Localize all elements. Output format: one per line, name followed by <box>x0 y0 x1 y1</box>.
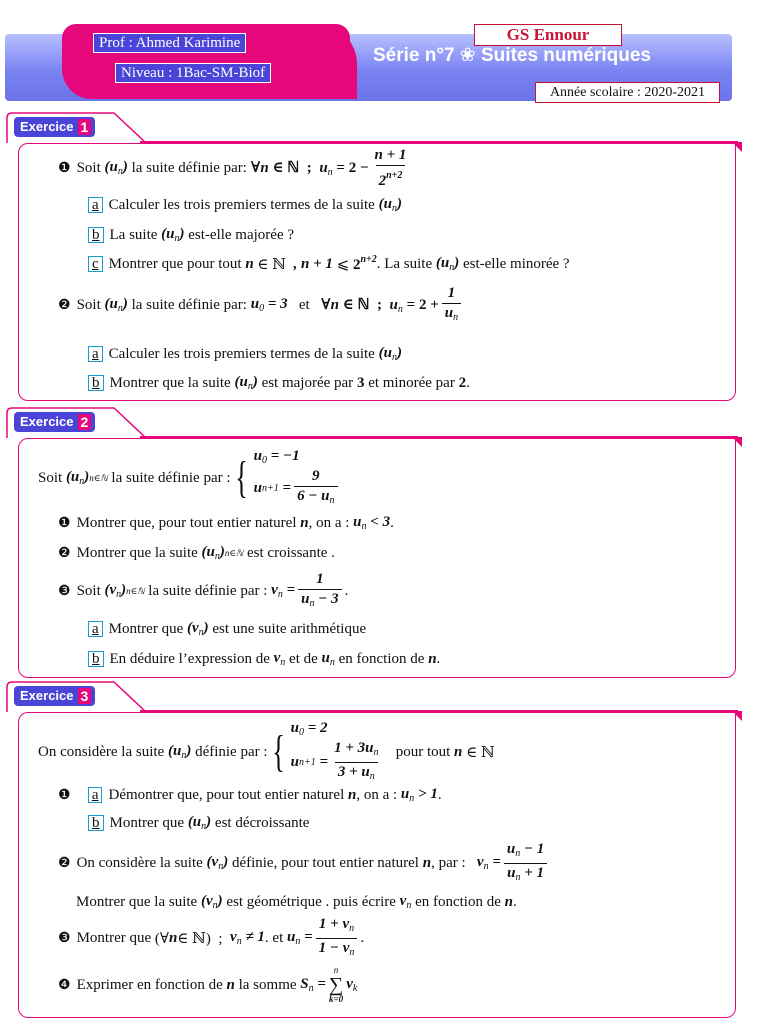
exercise-3-label: Exercice 3 <box>14 686 95 706</box>
ex2-q2: ❷ Montrer que la suite $(u_n)$ n∈ℕ est croissante . <box>58 544 335 562</box>
exercise-1-label: Exercice 1 <box>14 117 95 137</box>
ex2-q3: ❸ Soit $(v_n)$ n∈ℕ la suite définie par : $v_n$ = $\frac{1}{u_n - 3}$ . <box>58 572 348 610</box>
exercise-2-tab <box>6 407 140 437</box>
exercise-2-corner <box>732 437 742 447</box>
level-label: Niveau : 1Bac-SM-Biof <box>115 63 271 83</box>
ex1-q2b: b Montrer que la suite $(u_n)$ est majorée par 3 et minorée par 2 . <box>88 374 470 392</box>
ex2-q3b: b En déduire l’expression de $v_n$ et de $u_n$ en fonction de n . <box>88 650 440 668</box>
exercise-3-tab <box>6 681 140 711</box>
school-name: GS Ennour <box>474 24 622 46</box>
ex3-q4: ❹ Exprimer en fonction de n la somme $S_n$ = n ∑ k=0 $v_k$ <box>58 965 358 1004</box>
series-title: Série n°7 ❀ Suites numériques <box>373 45 651 66</box>
exercise-1-corner <box>732 142 742 152</box>
exercise-1-tab <box>6 112 140 142</box>
ex1-q1b: b La suite $(u_n)$ est-elle majorée ? <box>88 226 294 244</box>
ex1-q1a: a Calculer les trois premiers termes de la suite $(u_n)$ <box>88 196 402 214</box>
ex2-q3a: a Montrer que $(v_n)$ est une suite arithmétique <box>88 620 366 638</box>
ex3-q2: ❷ On considère la suite $(v_n)$ définie, pour tout entier naturel n , par : $v_n$ = $\frac{u_n - 1}{u_n + 1}$ <box>58 843 550 883</box>
school-year: Année scolaire : 2020-2021 <box>535 82 720 103</box>
exercise-2-label: Exercice 2 <box>14 412 95 432</box>
ex1-q1: ❶ Soit $(u_n)$ la suite définie par: ∀n ∈ ℕ ; $u_n = 2$ − $\frac{n + 1}{2^{n+2}}$ <box>58 146 407 189</box>
exercise-2-rule <box>140 436 738 438</box>
ex3-q3: ❸ Montrer que (∀ n ∈ ℕ) ; $v_n \ne 1$ . et $u_n$ = $\frac{1 + v_n}{1 - v_n}$ . <box>58 918 364 958</box>
exercise-1-rule <box>140 141 738 143</box>
prof-name: Prof : Ahmed Karimine <box>93 33 246 53</box>
ex3-q2-line2: Montrer que la suite $(v_n)$ est géométrique . puis écrire $v_n$ en fonction de n . <box>76 893 517 911</box>
ex1-q2: ❷ Soit $(u_n)$ la suite définie par: $u_0 = 3$ et ∀n ∈ ℕ ; $u_n = 2$ + $\frac{1}{u_n}$ <box>58 286 464 324</box>
ex3-q1a: ❶ a Démontrer que, pour tout entier naturel n , on a : $u_n > 1$ . <box>58 786 442 804</box>
ex3-q1b: b Montrer que $(u_n)$ est décroissante <box>88 814 309 832</box>
ex2-intro: Soit $(u_n)$ n∈ℕ la suite définie par : { $u_0 = -1$ u n+1 = $\frac{9}{6 - u_n}$ <box>38 450 341 506</box>
ex1-q1c: c Montrer que pour tout n ∈ ℕ , n + 1 ⩽ $2^{n+2}$ . La suite $(u_n)$ est-elle minorée ? <box>88 254 570 274</box>
exercise-3-corner <box>732 711 742 721</box>
ex3-intro: On considère la suite $(u_n)$ définie par : { $u_0 = 2$ u n+1 = $\frac{1 + 3u_n}{3 + u_n}$ pour tout n ∈ ℕ <box>38 722 495 782</box>
ex2-q1: ❶ Montrer que, pour tout entier naturel n , on a : $u_n < 3$ . <box>58 514 394 532</box>
ex1-q2a: a Calculer les trois premiers termes de la suite $(u_n)$ <box>88 345 402 363</box>
exercise-3-rule <box>140 710 738 712</box>
header-pink-curve <box>262 24 357 99</box>
